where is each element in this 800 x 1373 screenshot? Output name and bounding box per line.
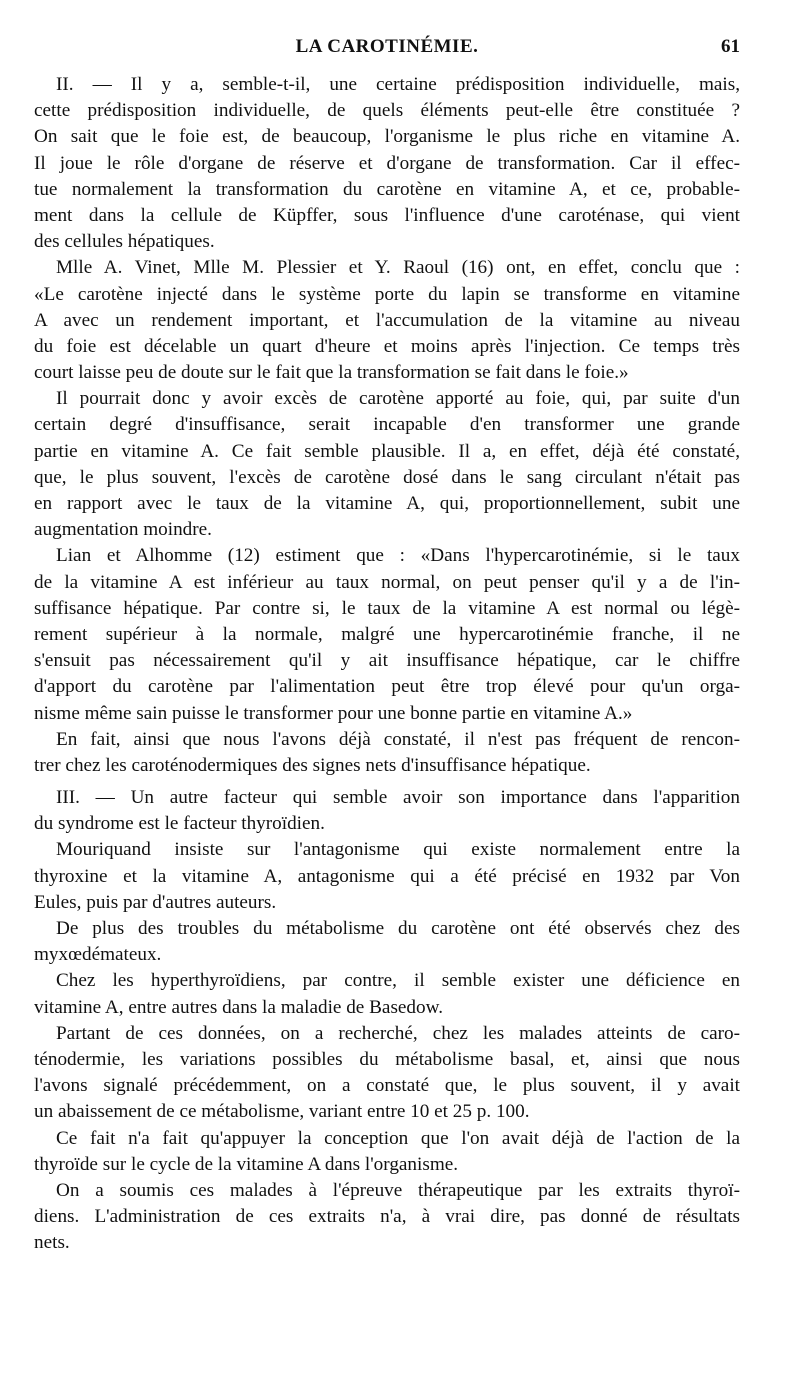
- paragraph: [34, 837, 740, 916]
- text-line: augmentation moindre.: [34, 519, 212, 541]
- page-header: [34, 36, 740, 66]
- text-line: partie en vitamine A. Ce fait semble plausible. Il a, en effet, déjà été constaté,: [34, 440, 740, 462]
- text-line: vitamine A, entre autres dans la maladie de Basedow.: [34, 996, 444, 1018]
- body-text: [34, 72, 740, 1256]
- paragraph: [34, 72, 740, 255]
- text-line: II. — Il y a, semble-t-il, une certaine prédisposition individuelle, mais,: [56, 74, 740, 95]
- text-line: du syndrome est le facteur thyroïdien.: [34, 813, 325, 835]
- text-line: Eules, puis par d'autres auteurs.: [34, 891, 277, 913]
- text-line: Il joue le rôle d'organe de réserve et d'organe de transformation. Car il effec-: [34, 152, 740, 174]
- paragraph: [34, 386, 740, 543]
- paragraph: [34, 727, 740, 779]
- text-line: nets.: [34, 1232, 70, 1254]
- text-line: trer chez les caroténodermiques des signes nets d'insuffisance hépatique.: [34, 754, 591, 776]
- text-line: d'apport du carotène par l'alimentation peut être trop élevé pour qu'un orga-: [34, 676, 740, 698]
- text-line: un abaissement de ce métabolisme, variant entre 10 et 25 p. 100.: [34, 1101, 530, 1123]
- text-line: des cellules hépatiques.: [34, 231, 215, 253]
- text-line: en rapport avec le taux de la vitamine A, qui, proportionnellement, subit une: [34, 493, 740, 514]
- text-line: certain degré d'insuffisance, serait incapable d'en transformer une grande: [34, 414, 740, 436]
- text-line: suffisance hépatique. Par contre si, le taux de la vitamine A est normal ou légè-: [34, 597, 740, 619]
- text-line: myxœdémateux.: [34, 944, 162, 966]
- text-line: On a soumis ces malades à l'épreuve thérapeutique par les extraits thyroï-: [56, 1179, 740, 1201]
- text-line: On sait que le foie est, de beaucoup, l'organisme le plus riche en vitamine A.: [34, 126, 740, 148]
- text-line: Lian et Alhomme (12) estiment que : «Dans l'hypercarotinémie, si le taux: [56, 545, 740, 567]
- text-line: du foie est décelable un quart d'heure et moins après l'injection. Ce temps très: [34, 335, 740, 357]
- paragraph: [34, 1126, 740, 1178]
- text-line: diens. L'administration de ces extraits n'a, à vrai dire, pas donné de résultats: [34, 1206, 740, 1228]
- text-line: En fait, ainsi que nous l'avons déjà constaté, il n'est pas fréquent de rencon-: [56, 728, 740, 750]
- text-line: ment dans la cellule de Küpffer, sous l'influence d'une caroténase, qui vient: [34, 204, 740, 226]
- page-number: 61: [721, 36, 740, 57]
- text-line: tue normalement la transformation du carotène en vitamine A, et ce, probable-: [34, 178, 740, 200]
- text-line: nisme même sain puisse le transformer pour une bonne partie en vitamine A.»: [34, 702, 633, 724]
- text-line: III. — Un autre facteur qui semble avoir son importance dans l'apparition: [56, 787, 740, 809]
- text-line: A avec un rendement important, et l'accumulation de la vitamine au niveau: [34, 309, 740, 331]
- text-line: Il pourrait donc y avoir excès de carotène apporté au foie, qui, par suite d'un: [56, 388, 740, 410]
- paragraph: [34, 968, 740, 1020]
- paragraph: [34, 916, 740, 968]
- text-line: que, le plus souvent, l'excès de carotène dosé dans le sang circulant n'était pas: [34, 466, 740, 488]
- paragraph: [34, 543, 740, 726]
- text-line: thyroxine et la vitamine A, antagonisme qui a été précisé en 1932 par Von: [34, 865, 740, 887]
- text-line: court laisse peu de doute sur le fait que la transformation se fait dans le foie.»: [34, 362, 629, 384]
- text-line: s'ensuit pas nécessairement qu'il y ait insuffisance hépatique, car le chiffre: [34, 650, 740, 672]
- running-title: LA CAROTINÉMIE.: [295, 36, 479, 57]
- paragraph: [34, 785, 740, 837]
- text-line: l'avons signalé précédemment, on a constaté que, le plus souvent, il y avait: [34, 1075, 740, 1097]
- text-line: Mlle A. Vinet, Mlle M. Plessier et Y. Raoul (16) ont, en effet, conclu que :: [56, 257, 740, 279]
- text-line: thyroïde sur le cycle de la vitamine A dans l'organisme.: [34, 1153, 459, 1175]
- text-line: ténodermie, les variations possibles du métabolisme basal, et, ainsi que nous: [34, 1048, 740, 1070]
- text-line: rement supérieur à la normale, malgré une hypercarotinémie franche, il ne: [34, 623, 740, 645]
- text-line: Chez les hyperthyroïdiens, par contre, il semble exister une déficience en: [56, 970, 740, 992]
- text-line: Ce fait n'a fait qu'appuyer la conception que l'on avait déjà de l'action de la: [56, 1127, 740, 1149]
- paragraph: [34, 1021, 740, 1126]
- text-line: cette prédisposition individuelle, de quels éléments peut-elle être constituée ?: [34, 100, 740, 122]
- text-line: de la vitamine A est inférieur au taux normal, on peut penser qu'il y a de l'in-: [34, 571, 740, 593]
- text-line: «Le carotène injecté dans le système porte du lapin se transforme en vitamine: [34, 283, 740, 305]
- paragraph: [34, 1178, 740, 1257]
- text-line: Mouriquand insiste sur l'antagonisme qui existe normalement entre la: [56, 839, 740, 861]
- paragraph: [34, 255, 740, 386]
- text-line: Partant de ces données, on a recherché, chez les malades atteints de caro-: [56, 1022, 740, 1044]
- text-line: De plus des troubles du métabolisme du carotène ont été observés chez des: [56, 918, 740, 939]
